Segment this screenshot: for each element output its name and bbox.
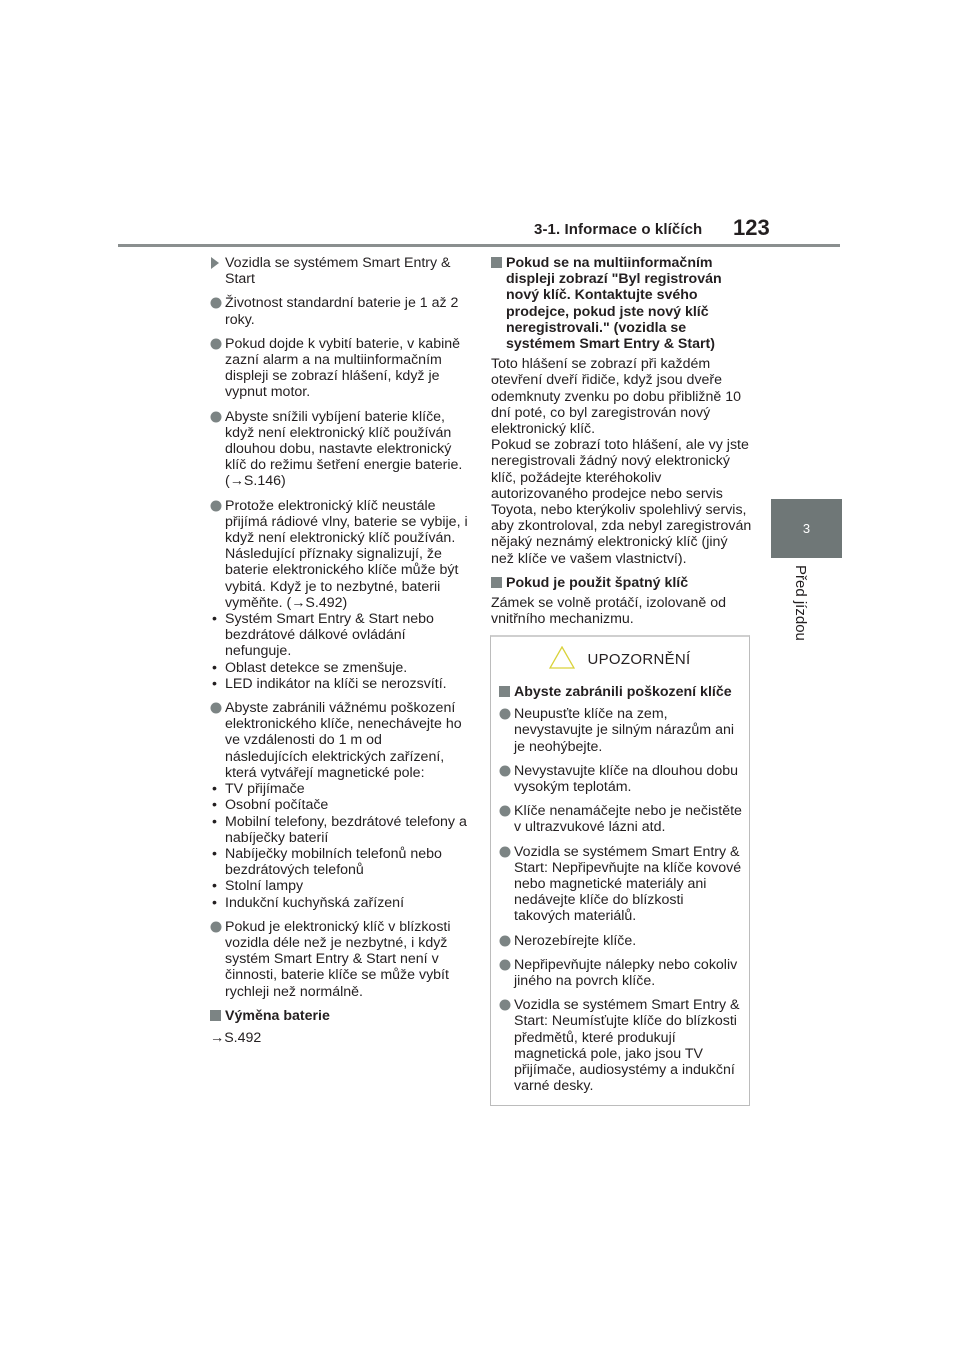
circle-bullet-icon	[499, 765, 511, 777]
warning-body	[491, 679, 749, 1094]
triangle-marker-icon	[210, 257, 222, 269]
device-item: • Nabíječky mobilních telefonů nebo bezdrátových telefonů	[212, 845, 442, 879]
wrong-key-text: Zámek se volně protáčí, izolovaně od vnitřního mechanizmu.	[491, 595, 727, 628]
circle-bullet-icon	[210, 411, 222, 423]
device-item: • Stolní lampy	[212, 878, 304, 895]
chapter-label: Před jízdou	[792, 565, 809, 641]
message-section-heading	[491, 255, 753, 352]
circle-bullet-icon	[210, 500, 222, 512]
item-text: Abyste snížili vybíjení baterie klíče, když není elektronický klíč používán dlouhou dobu, nastavte elektronický klíč do režimu šetření energie baterie. (→S.146)	[225, 408, 463, 490]
warning-item: Neupusťte klíče na zem, nevystavujte je silným nárazům ani je neohýbejte.	[499, 706, 743, 755]
square-marker-icon	[210, 1010, 222, 1022]
square-marker-icon	[491, 577, 503, 589]
wrong-key-title: Pokud je použit špatný klíč	[506, 574, 689, 591]
list-item	[210, 336, 468, 401]
intro-item	[210, 255, 468, 287]
device-item: • Indukční kuchyňská zařízení	[212, 894, 405, 911]
circle-bullet-icon	[499, 805, 511, 817]
circle-bullet-icon	[499, 935, 511, 947]
item-text: Pokud je elektronický klíč v blízkosti vozidla déle než je nezbytné, i když systém Smart Entry & Start není v činnosti, baterie klíče se může vybít rychleji než normálně.	[225, 918, 451, 1000]
item-text: Životnost standardní baterie je 1 až 2 roky.	[225, 295, 459, 328]
item-text: Pokud dojde k vybití baterie, v kabině zazní alarm a na multiinformačním displeji se zobrazí hlášení, když je vypnut motor.	[225, 335, 461, 401]
item-text: Abyste zabránili vážnému poškození elektronického klíče, nenechávejte ho ve vzdálenosti do 1 m od následujících elektrických zařízení, která vytvářejí magnetické pole:	[225, 700, 462, 781]
device-item: • Mobilní telefony, bezdrátové telefony a nabíječky baterií	[212, 813, 467, 846]
intro-text: Vozidla se systémem Smart Entry & Start	[225, 255, 451, 288]
message-title: Pokud se na multiinformačním displeji zobrazí "Byl registrován nový klíč. Kontaktujte svého prodejce, pokud jste nový klíč neregistrovali." (vozidla se systémem Smart Entry & Start)	[506, 255, 722, 353]
warning-triangle-icon	[549, 646, 575, 673]
section-title: 3-1. Informace o klíčích	[534, 221, 703, 238]
square-marker-icon	[499, 686, 511, 698]
chapter-tab	[771, 499, 842, 558]
device-item: • TV přijímače	[212, 781, 305, 798]
list-item	[210, 700, 468, 911]
chapter-number: 3	[802, 521, 811, 536]
warning-section-title: Abyste zabránili poškození klíče	[514, 684, 732, 700]
warning-header	[491, 641, 749, 679]
warning-section-heading	[499, 684, 743, 700]
warning-heading: UPOZORNĚNÍ	[587, 650, 691, 668]
circle-bullet-icon	[210, 702, 222, 714]
battery-title: Výměna baterie	[225, 1007, 330, 1024]
message-paragraph: Pokud se zobrazí toto hlášení, ale vy jste neregistrovali žádný nový elektronický klíč, požádejte kteréhokoliv autorizovaného prodejce nebo servis Toyota, nebo kterýkoliv spolehlivý servis, aby zkontroloval, zda nebyl zaregistrován nějaký neznámý elektronický klíč (jiný než klíče ve vašem vlastnictví).	[491, 437, 752, 567]
item-text: Protože elektronický klíč neustále přijímá rádiové vlny, baterie se vybije, i když není elektronický klíč používán. Následující příznaky signalizují, že baterie elektronického klíče může být vybitá. Když je to nezbytné, baterii vyměňte. (→S.492)	[225, 497, 468, 611]
wrong-key-heading	[491, 575, 753, 591]
symptom-item: • Oblast detekce se zmenšuje.	[212, 659, 408, 676]
list-item	[210, 498, 468, 692]
circle-bullet-icon	[499, 959, 511, 971]
circle-bullet-icon	[210, 921, 222, 933]
device-item: • Osobní počítače	[212, 797, 329, 814]
battery-reference[interactable]: →S.492	[210, 1029, 262, 1046]
list-item	[210, 919, 468, 1000]
symptom-item: • LED indikátor na klíči se nerozsvítí.	[212, 675, 447, 692]
warning-box	[490, 635, 750, 1106]
warning-item: Klíče nenamáčejte nebo je nečistěte v ultrazvukové lázni atd.	[499, 803, 743, 835]
circle-bullet-icon	[499, 708, 511, 720]
warning-item: Nerozebírejte klíče.	[499, 933, 743, 949]
message-paragraph: Toto hlášení se zobrazí při každém otevření dveří řidiče, když jsou dveře odemknuty zvenku po dobu přibližně 10 dní poté, co byl zaregistrován nový elektronický klíč.	[491, 356, 742, 438]
symptom-item: • Systém Smart Entry & Start nebo bezdrátové dálkové ovládání nefunguje.	[212, 611, 434, 660]
warning-item: Vozidla se systémem Smart Entry & Start: Nepřipevňujte na klíče kovové nebo magnetické materiály ani nedávejte klíče do blízkosti takových materiálů.	[499, 844, 743, 925]
square-marker-icon	[491, 257, 503, 269]
circle-bullet-icon	[210, 297, 222, 309]
circle-bullet-icon	[499, 999, 511, 1011]
warning-item: Nepřipevňujte nálepky nebo cokoliv jiného na povrch klíče.	[499, 957, 743, 989]
circle-bullet-icon	[210, 338, 222, 350]
warning-item: Vozidla se systémem Smart Entry & Start: Neumísťujte klíče do blízkosti předmětů, které produkují magnetická pole, jako jsou TV přijímače, audiosystémy a indukční varné desky.	[499, 997, 743, 1094]
warning-item: Nevystavujte klíče na dlouhou dobu vysokým teplotám.	[499, 763, 743, 795]
battery-section-heading	[210, 1008, 468, 1024]
left-column	[210, 255, 468, 1046]
list-item	[210, 409, 468, 490]
page-number: 123	[733, 215, 770, 240]
right-column	[491, 255, 753, 635]
circle-bullet-icon	[499, 846, 511, 858]
list-item	[210, 295, 468, 327]
header-rule	[118, 244, 840, 247]
